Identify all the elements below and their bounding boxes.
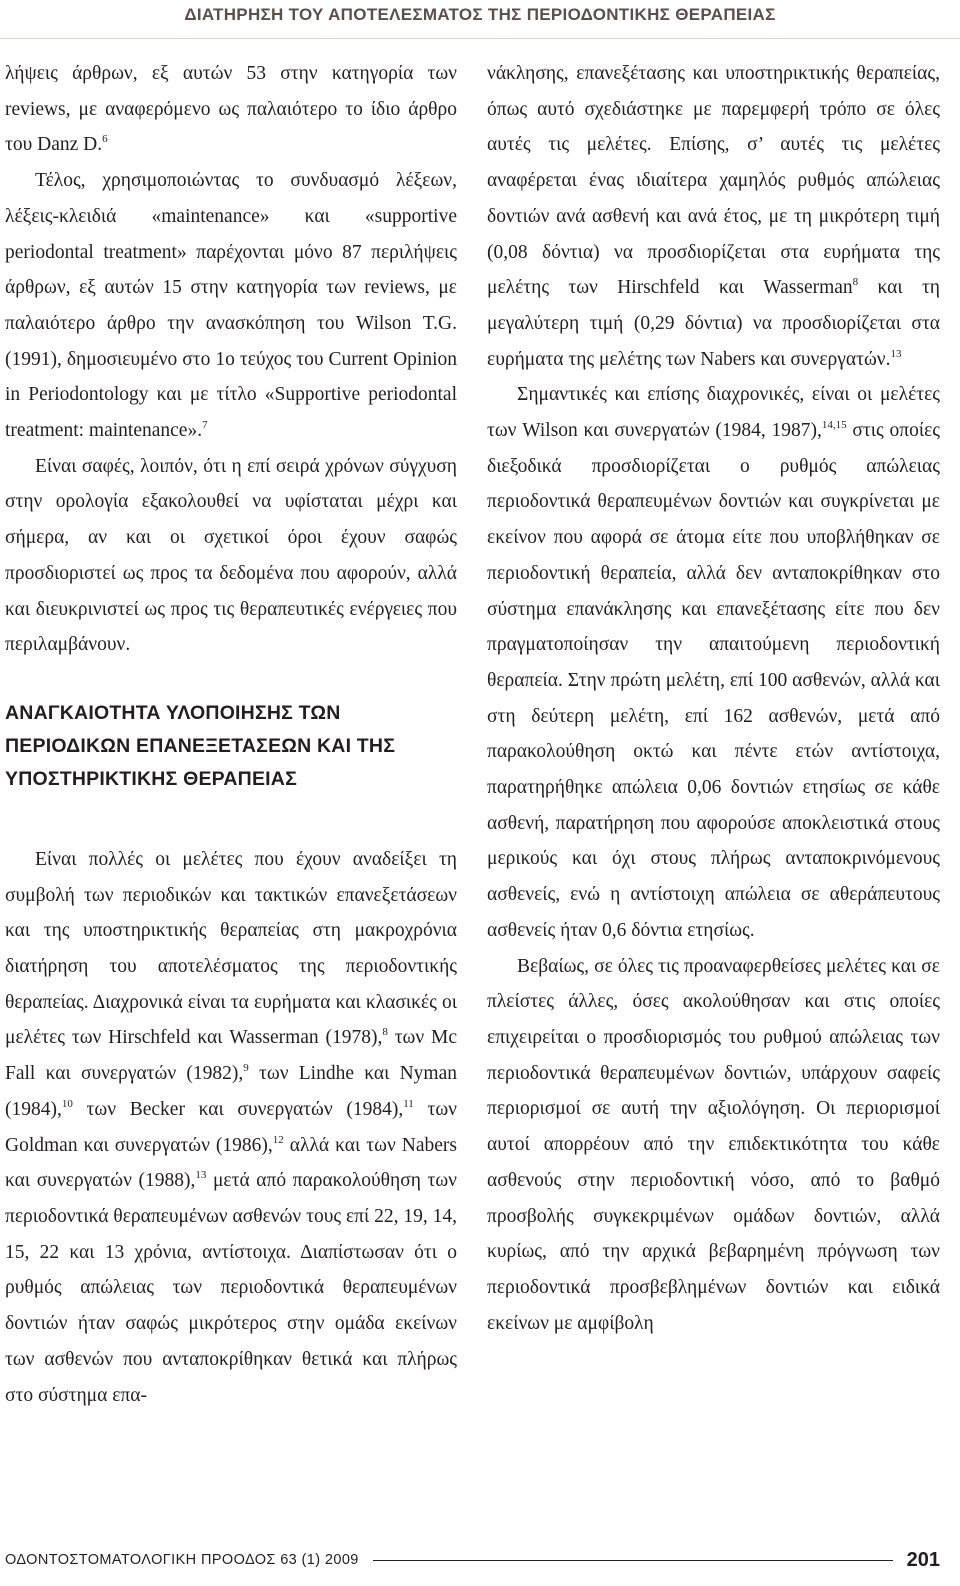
paragraph-text: Είναι πολλές οι μελέτες που έχουν αναδείξει τη συμβολή των περιοδικών και τακτικών επανεξετάσεων και της υποστηρικτικής θεραπείας στη μακροχρόνια διατήρηση του αποτελέσματος της περιοδοντικής θεραπείας. Διαχρονικά είναι τα ευρήματα και κλασικές οι μελέτες των Hirschfeld και Wasserman (1978), — [5, 848, 457, 1049]
paragraph — [5, 842, 457, 1413]
running-head: ΔΙΑΤΗΡΗΣΗ ΤΟΥ ΑΠΟΤΕΛΕΣΜΑΤΟΣ ΤΗΣ ΠΕΡΙΟΔΟΝΤΙΚΗΣ ΘΕΡΑΠΕΙΑΣ — [0, 0, 960, 39]
paragraph: Βεβαίως, σε όλες τις προαναφερθείσες μελέτες και σε πλείστες άλλες, όσες ακολούθησαν και στις οποίες επιχειρείται ο προσδιορισμός του ρυθμού απώλειας των περιοδοντικά θεραπευμένων δοντιών, υπάρχουν σαφείς περιορισμοί σε αυτή την αξιολόγηση. Οι περιορισμοί αυτοί απορρέουν από την επιδεκτικότητα του κάθε ασθενούς στην περιοδοντική νόσο, από το βαθμό προσβολής συγκεκριμένων ομάδων δοντιών, αλλά κυρίως, από την αρχικά βεβαρημένη πρόγνωση των περιοδοντικά προσβεβλημένων δοντιών και ειδικά εκείνων με αμφίβολη — [487, 955, 940, 1334]
reference-number: 12 — [272, 1133, 284, 1146]
reference-number: 6 — [102, 133, 108, 146]
paragraph: Είναι σαφές, λοιπόν, ότι η επί σειρά χρόνων σύγχυση στην ορολογία εξακολουθεί να υφίσταται μέχρι και σήμερα, αν και οι σχετικοί όροι έχουν σαφώς προσδιοριστεί ως προς τα δεδομένα που αφορούν, αλλά και διευκρινιστεί ως προς τις θεραπευτικές ενέργειες που περιλαμβάνουν. — [5, 455, 457, 656]
right-column — [487, 56, 940, 1341]
section-heading: ΑΝΑΓΚΑΙΟΤΗΤΑ ΥΛΟΠΟΙΗΣΗΣ ΤΩΝ ΠΕΡΙΟΔΙΚΩΝ ΕΠΑΝΕΞΕΤΑΣΕΩΝ ΚΑΙ ΤΗΣ ΥΠΟΣΤΗΡΙΚΤΙΚΗΣ ΘΕΡΑΠΕΙΑΣ — [5, 701, 396, 790]
page-number: 201 — [906, 1548, 940, 1571]
reference-number: 13 — [890, 347, 902, 360]
reference-number: 9 — [243, 1062, 249, 1075]
reference-number: 7 — [202, 419, 208, 432]
paragraph-text: στις οποίες διεξοδικά προσδιορίζεται ο ρυθμός απώλειας περιοδοντικά θεραπευμένων δοντιών και συγκρίνεται με εκείνον που αφορά σε άτομα είτε που υποβλήθηκαν σε περιοδοντική θεραπεία, αλλά δεν ανταποκρίθηκαν στο σύστημα επανάκλησης και επανεξέτασης είτε που δεν πραγματοποίησαν την απαιτούμενη περιοδοντική θεραπεία. Στην πρώτη μελέτη, επί 100 ασθενών, αλλά και στη δεύτερη μελέτη, επί 162 ασθενών, μετά από παρακολούθηση οκτώ και πέντε ετών αντίστοιχα, παρατηρήθηκε απώλεια 0,06 δοντιών ετησίως σε κάθε ασθενή, παρατήρηση που αφορούσε αποκλειστικά στους μερικούς και όχι στους πλήρως ανταποκρινόμενους ασθενείς, ενώ η αντίστοιχη απώλεια σε αθεράπευτους ασθενείς ήταν 0,6 δόντια ετησίως. — [487, 420, 940, 941]
paragraph-text: των Goldman και συνεργατών (1986), — [5, 1098, 457, 1156]
footer-divider — [373, 1560, 893, 1561]
paragraph — [5, 56, 457, 163]
paragraph — [5, 163, 457, 449]
paragraph-text: μετά από παρακολούθηση των περιοδοντικά θεραπευμένων ασθενών τους επί 22, 19, 14, 15, 22 και 13 χρόνια, αντίστοιχα. Διαπίστωσαν ότι ο ρυθμός απώλειας των περιοδοντικά θεραπευμένων δοντιών ήταν σαφώς μικρότερος στην ομάδα εκείνων των ασθενών που ανταποκρίθηκαν θετικά και πλήρως στο σύστημα επα- — [5, 1170, 457, 1406]
paragraph-text: νάκλησης, επανεξέτασης και υποστηρικτικής θεραπείας, όπως αυτό σχεδιάστηκε με παρεμφερή τρόπο σε όλες αυτές τις μελέτες. Επίσης, σ’ αυτές τις μελέτες αναφέρεται ένας ιδιαίτερα χαμηλός ρυθμός απώλειας δοντιών ανά ασθενή και ανά έτος, με τη μικρότερη τιμή (0,08 δόντια) να προσδιορίζεται στα ευρήματα της μελέτης των Hirschfeld και Wasserman — [487, 63, 940, 299]
paragraph-text: Σημαντικές και επίσης διαχρονικές, είναι οι μελέτες των Wilson και συνεργατών (1984, 1987), — [487, 384, 940, 442]
reference-number: 8 — [852, 276, 859, 289]
reference-number: 10 — [61, 1097, 73, 1110]
reference-number: 13 — [195, 1169, 207, 1182]
paragraph-text: αλλά και των Nabers και συνεργατών (1988), — [5, 1134, 457, 1192]
paragraph-text: λήψεις άρθρων, εξ αυτών 53 στην κατηγορία των reviews, με αναφερόμενο ως παλαιότερο το ίδιο άρθρο του Danz D. — [5, 63, 457, 156]
paragraph-text: Τέλος, χρησιμοποιώντας το συνδυασμό λέξεων, λέξεις-κλειδιά «maintenance» και «supportive periodontal treatment» παρέχονται μόνο 87 περιλήψεις άρθρων, εξ αυτών 15 στην κατηγορία των reviews, με παλαιότερο άρθρο την ανασκόπηση του Wilson T.G. (1991), δημοσιευμένο στο 1ο τεύχος του Current Opinion in Periodontology και με τίτλο «Supportive periodontal treatment: maintenance». — [5, 170, 457, 442]
paragraph-text: και τη μεγαλύτερη τιμή (0,29 δόντια) να προσδιορίζεται στα ευρήματα της μελέτης των Nabers και συνεργατών. — [487, 277, 940, 370]
reference-number: 8 — [382, 1026, 388, 1039]
paragraph — [487, 56, 940, 377]
page-footer — [5, 1546, 940, 1574]
paragraph — [487, 377, 940, 948]
journal-title: ΟΔΟΝΤΟΣΤΟΜΑΤΟΛΟΓΙΚΗ ΠΡΟΟΔΟΣ 63 (1) 2009 — [5, 1552, 359, 1568]
reference-number: 11 — [403, 1097, 414, 1110]
reference-number: 14,15 — [821, 419, 847, 432]
paragraph-text: των Lindhe και Nyman (1984), — [5, 1063, 457, 1120]
left-column — [5, 56, 457, 1413]
paragraph-text: των Becker και συνεργατών (1984), — [72, 1098, 404, 1120]
paragraph-text: των Mc Fall και συνεργατών (1982), — [5, 1027, 458, 1085]
